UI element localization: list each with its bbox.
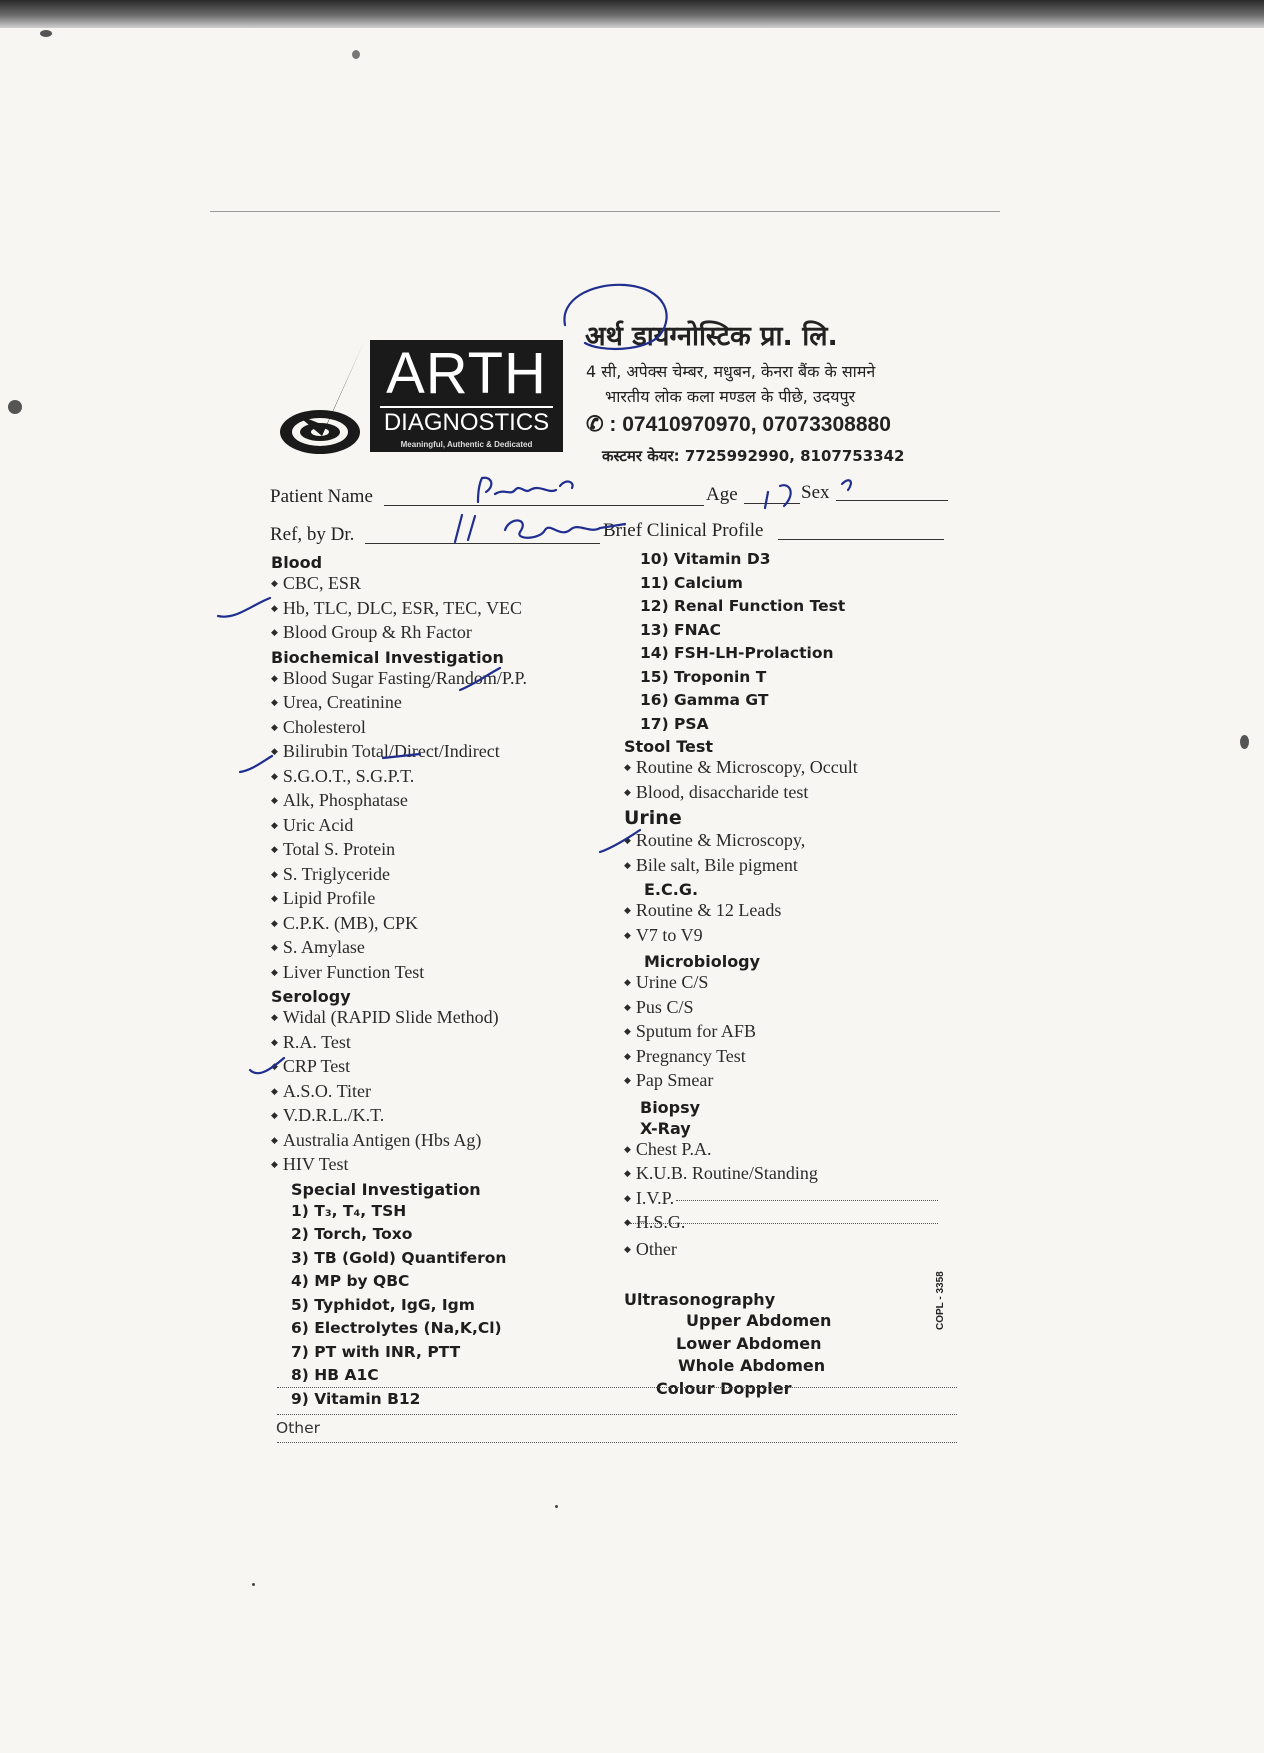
other-label-right: ◆ Other — [624, 1239, 858, 1264]
ink-name-scribble — [478, 478, 573, 502]
patient-name-label: Patient Name — [270, 486, 373, 507]
scan-speck — [352, 50, 360, 59]
right-test-column — [624, 548, 858, 1400]
special-test-item: 9) Vitamin B12 — [291, 1389, 421, 1408]
section-blood: Blood — [271, 553, 323, 572]
special-test-item: 7) PT with INR, PTT — [291, 1342, 461, 1361]
usg-item: Whole Abdomen — [678, 1356, 826, 1375]
section-urine: Urine — [624, 807, 682, 829]
test-item: ◆ S. Amylase — [271, 937, 527, 962]
special-test-item: 5) Typhidot, IgG, Igm — [291, 1295, 475, 1314]
test-item: ◆ Australia Antigen (Hbs Ag) — [271, 1130, 527, 1155]
test-item: ◆ Bile salt, Bile pigment — [624, 855, 858, 880]
test-item: ◆ Blood Group & Rh Factor — [271, 622, 527, 647]
test-item: ◆ Blood, disaccharide test — [624, 782, 858, 807]
section-biopsy: Biopsy — [640, 1097, 701, 1117]
special-test-item: 1) T₃, T₄, TSH — [291, 1201, 407, 1220]
test-item: ◆ Sputum for AFB — [624, 1021, 858, 1046]
test-item: ◆ Blood Sugar Fasting/Random/P.P. — [271, 668, 527, 693]
numbered-test-item: 14) FSH-LH-Prolaction — [640, 644, 834, 662]
special-test-item: 6) Electrolytes (Na,K,Cl) — [291, 1319, 502, 1337]
numbered-test-item: 17) PSA — [640, 714, 709, 733]
customer-care: कस्टमर केयर: 7725992990, 8107753342 — [602, 447, 905, 465]
ref-doctor-label: Ref, by Dr. — [270, 524, 355, 545]
special-test-item: 8) HB A1C — [291, 1366, 379, 1384]
test-item: ◆ Urea, Creatinine — [271, 692, 527, 717]
company-name-hindi: अर्थ डायग्नोस्टिक प्रा. लि. — [585, 321, 838, 352]
ink-sex — [842, 480, 851, 490]
numbered-test-item: 12) Renal Function Test — [640, 597, 846, 615]
special-test-item: 3) TB (Gold) Quantiferon — [291, 1248, 507, 1267]
section-microbiology: Microbiology — [644, 952, 761, 971]
test-item: ◆ Total S. Protein — [271, 839, 527, 864]
age-label: Age — [706, 484, 738, 505]
test-item: ◆ Urine C/S — [624, 972, 858, 997]
ink-ref-scribble — [455, 515, 625, 542]
arth-logo-mark — [278, 340, 368, 458]
test-item: ◆ HIV Test — [271, 1154, 527, 1179]
scan-speck — [252, 1583, 255, 1586]
numbered-test-item: 11) Calcium — [640, 573, 743, 592]
scan-speck — [1240, 735, 1249, 749]
special-test-item: 2) Torch, Toxo — [291, 1225, 413, 1243]
usg-item: Upper Abdomen — [686, 1311, 832, 1330]
address-line-2: भारतीय लोक कला मण्डल के पीछे, उदयपुर — [605, 387, 856, 406]
left-test-column — [271, 552, 527, 1437]
ink-tick-sgot — [240, 756, 272, 772]
other-notes-line — [277, 1387, 957, 1388]
test-item: ◆ V.D.R.L./K.T. — [271, 1105, 527, 1130]
other-label-left: Other — [276, 1419, 321, 1437]
section-special-investigation: Special Investigation — [291, 1179, 481, 1199]
form-code: COPL - 3358 — [935, 1271, 946, 1330]
test-item: ◆ H.S.G. — [624, 1212, 858, 1237]
section-ultrasonography: Ultrasonography — [624, 1290, 776, 1309]
test-item: ◆ Widal (RAPID Slide Method) — [271, 1007, 527, 1032]
address-line-1: 4 सी, अपेक्स चेम्बर, मधुबन, केनरा बैंक के सामने — [586, 362, 876, 381]
other-dotted-line — [676, 1200, 938, 1201]
test-item: ◆ CBC, ESR — [271, 573, 527, 598]
logo-title: ARTH — [386, 341, 547, 406]
ref-doctor-line — [365, 543, 600, 544]
numbered-test-item: 16) Gamma GT — [640, 691, 769, 709]
special-test-item: 4) MP by QBC — [291, 1272, 410, 1290]
test-item: ◆ Alk, Phosphatase — [271, 790, 527, 815]
test-item: ◆ R.A. Test — [271, 1032, 527, 1057]
ink-tick-hb — [218, 598, 270, 617]
other-dotted-line — [630, 1223, 938, 1224]
section-biochemical: Biochemical Investigation — [271, 647, 504, 667]
logo-subtitle: DIAGNOSTICS — [383, 409, 550, 436]
test-item: ◆ Cholesterol — [271, 717, 527, 742]
test-item: ◆ Routine & 12 Leads — [624, 900, 858, 925]
test-item: ◆ Routine & Microscopy, — [624, 830, 858, 855]
test-item: ◆ Pregnancy Test — [624, 1046, 858, 1071]
other-notes-line — [277, 1414, 957, 1415]
test-item: ◆ Hb, TLC, DLC, ESR, TEC, VEC — [271, 598, 527, 623]
test-item: ◆ Lipid Profile — [271, 888, 527, 913]
usg-item: Lower Abdomen — [676, 1333, 822, 1353]
numbered-test-item: 15) Troponin T — [640, 667, 767, 686]
test-item: ◆ C.P.K. (MB), CPK — [271, 913, 527, 938]
section-stool-test: Stool Test — [624, 737, 714, 756]
scan-speck — [40, 30, 52, 37]
clinical-profile-label: Brief Clinical Profile — [603, 520, 764, 541]
test-item: ◆ S.G.O.T., S.G.P.T. — [271, 766, 527, 791]
test-item: ◆ Pap Smear — [624, 1070, 858, 1095]
scan-speck — [8, 400, 22, 414]
scan-top-shadow — [0, 0, 1264, 28]
test-item: ◆ V7 to V9 — [624, 925, 858, 950]
test-item: ◆ Uric Acid — [271, 815, 527, 840]
test-item: ◆ Pus C/S — [624, 997, 858, 1022]
form-top-rule — [210, 211, 1000, 212]
logo-tagline: Meaningful, Authentic & Dedicated — [400, 440, 533, 449]
clinical-profile-line — [778, 539, 944, 540]
phone-numbers: ✆ : 07410970970, 07073308880 — [586, 413, 891, 436]
test-item: ◆ CRP Test — [271, 1056, 527, 1081]
test-item: ◆ A.S.O. Titer — [271, 1081, 527, 1106]
test-item: ◆ K.U.B. Routine/Standing — [624, 1163, 858, 1188]
test-item: ◆ I.V.P. — [624, 1188, 858, 1213]
section-serology: Serology — [271, 987, 351, 1006]
test-item: ◆ Routine & Microscopy, Occult — [624, 757, 858, 782]
scan-speck — [555, 1505, 558, 1508]
section-x-ray: X-Ray — [640, 1118, 691, 1138]
numbered-test-item: 10) Vitamin D3 — [640, 550, 771, 568]
test-item: ◆ Chest P.A. — [624, 1139, 858, 1164]
arth-logo — [370, 340, 563, 452]
sex-label: Sex — [801, 482, 830, 503]
sex-line — [836, 500, 948, 501]
age-line — [744, 503, 800, 504]
test-item: ◆ S. Triglyceride — [271, 864, 527, 889]
numbered-test-item: 13) FNAC — [640, 620, 721, 639]
patient-name-line — [384, 505, 704, 506]
section-ecg: E.C.G. — [644, 880, 699, 899]
ink-age — [765, 485, 791, 508]
usg-item: Colour Doppler — [656, 1378, 792, 1398]
test-item: ◆ Liver Function Test — [271, 962, 527, 987]
other-notes-line — [277, 1442, 957, 1443]
test-item: ◆ Bilirubin Total/Direct/Indirect — [271, 741, 527, 766]
